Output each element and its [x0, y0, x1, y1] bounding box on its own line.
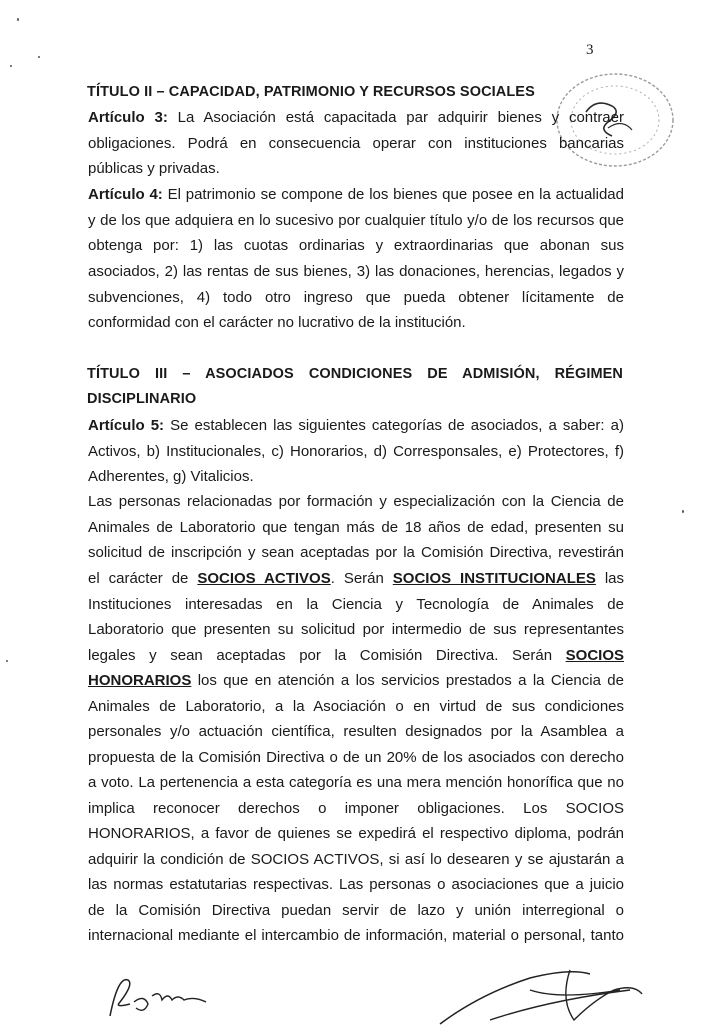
page-number: 3 — [586, 42, 594, 58]
socios-term: SOCIOS — [565, 647, 624, 664]
paragraph-text-4c: las — [595, 570, 624, 587]
paragraph-line-2: Animales de Laboratorio que tengan más de 18 años de edad, presenten su — [88, 519, 624, 536]
title-ii-heading: TÍTULO II – CAPACIDAD, PATRIMONIO Y RECURSOS SOCIALES — [87, 84, 535, 100]
paragraph-text-4b: . Serán — [330, 570, 393, 587]
paragraph-text-4a: el carácter de — [88, 570, 198, 587]
paragraph-line-14: HONORARIOS, a favor de quienes se expedirá el respectivo diploma, podrán — [88, 825, 624, 842]
article-3-text-1: La Asociación está capacitada par adquirir bienes y contraer — [167, 109, 624, 126]
paragraph-line-12: a voto. La pertenencia a esta categoría es una mera mención honorífica que no — [88, 774, 624, 791]
paragraph-line-17: de la Comisión Directiva puedan servir de lazo y unión interregional o — [88, 902, 624, 919]
paragraph-text-8b: los que en atención a los servicios prestados a la Ciencia de — [191, 672, 624, 689]
article-5-label: Artículo 5: — [88, 417, 165, 434]
paragraph-line-3: solicitud de inscripción y sean aceptadas por la Comisión Directiva, revestirán — [88, 544, 624, 561]
title-iii-heading-line-1: TÍTULO III – ASOCIADOS CONDICIONES DE ADMISIÓN, RÉGIMEN — [87, 366, 623, 382]
article-5-line-3: Adherentes, g) Vitalicios. — [88, 468, 254, 485]
scan-speck — [17, 18, 19, 21]
article-5-line-2: Activos, b) Institucionales, c) Honorarios, d) Corresponsales, e) Protectores, f) — [88, 443, 624, 460]
paragraph-line-9: Animales de Laboratorio, a la Asociación o en virtud de sus condiciones — [88, 698, 624, 715]
paragraph-line-7 — [88, 646, 624, 666]
paragraph-text-7a: legales y sean aceptadas por la Comisión Directiva. Serán — [88, 647, 566, 664]
scan-speck — [10, 65, 12, 67]
scan-speck — [682, 510, 684, 513]
article-4-line-4: asociados, 2) las rentas de sus bienes, 3) las donaciones, herencias, legados y — [88, 263, 624, 280]
paragraph-line-13: implica reconocer derechos o imponer obligaciones. Los SOCIOS — [88, 800, 624, 817]
article-3-line-1 — [88, 108, 624, 128]
article-4-line-1 — [88, 185, 624, 205]
socios-activos-term: SOCIOS ACTIVOS — [197, 570, 331, 587]
socios-institucionales-term: SOCIOS INSTITUCIONALES — [392, 570, 596, 587]
article-5-text-1: Se establecen las siguientes categorías de asociados, a saber: a) — [164, 417, 624, 434]
paragraph-line-8 — [88, 671, 624, 691]
paragraph-line-11: propuesta de la Comisión Directiva o de un 20% de los asociados con derecho — [88, 749, 624, 766]
handwritten-initials-signature — [100, 966, 230, 1026]
article-4-line-3: obtenga por: 1) las cuotas ordinarias y extraordinarias que abonan sus — [88, 237, 624, 254]
article-4-label: Artículo 4: — [88, 186, 163, 203]
article-4-line-2: y de los que adquiera en lo sucesivo por cualquier título y/o de los recursos que — [88, 212, 624, 229]
scan-speck — [6, 660, 8, 662]
paragraph-line-10: personales y/o actuación científica, resulten designados por la Asamblea a — [88, 723, 624, 740]
paragraph-line-15: adquirir la condición de SOCIOS ACTIVOS, si así lo desearen y se ajustarán a — [88, 851, 624, 868]
article-4-text-1: El patrimonio se compone de los bienes que posee en la actualidad — [162, 186, 624, 203]
scan-speck — [38, 56, 40, 58]
article-5-line-1 — [88, 416, 624, 436]
article-4-line-6: conformidad con el carácter no lucrativo de la institución. — [88, 314, 466, 331]
article-4-line-5: subvenciones, 4) todo otro ingreso que pueda obtener lícitamente de — [88, 289, 624, 306]
handwritten-signature — [420, 960, 660, 1030]
paragraph-line-4 — [88, 569, 624, 589]
paragraph-line-1: Las personas relacionadas por formación y especialización con la Ciencia de — [88, 493, 624, 510]
paragraph-line-16: las normas estatutarias respectivas. Las personas o asociaciones que a juicio — [88, 876, 624, 893]
paragraph-line-18: internacional mediante el intercambio de información, material o personal, tanto — [88, 927, 624, 944]
article-3-line-3: públicas y privadas. — [88, 160, 220, 177]
article-3-label: Artículo 3: — [88, 109, 168, 126]
paragraph-line-5: Instituciones interesadas en la Ciencia y Tecnología de Animales de — [88, 596, 624, 613]
title-iii-heading-line-2: DISCIPLINARIO — [87, 391, 197, 407]
paragraph-line-6: Laboratorio que presenten su solicitud por intermedio de sus representantes — [88, 621, 624, 638]
article-3-line-2: obligaciones. Podrá en consecuencia operar con instituciones bancarias — [88, 135, 624, 152]
honorarios-term: HONORARIOS — [88, 672, 192, 689]
